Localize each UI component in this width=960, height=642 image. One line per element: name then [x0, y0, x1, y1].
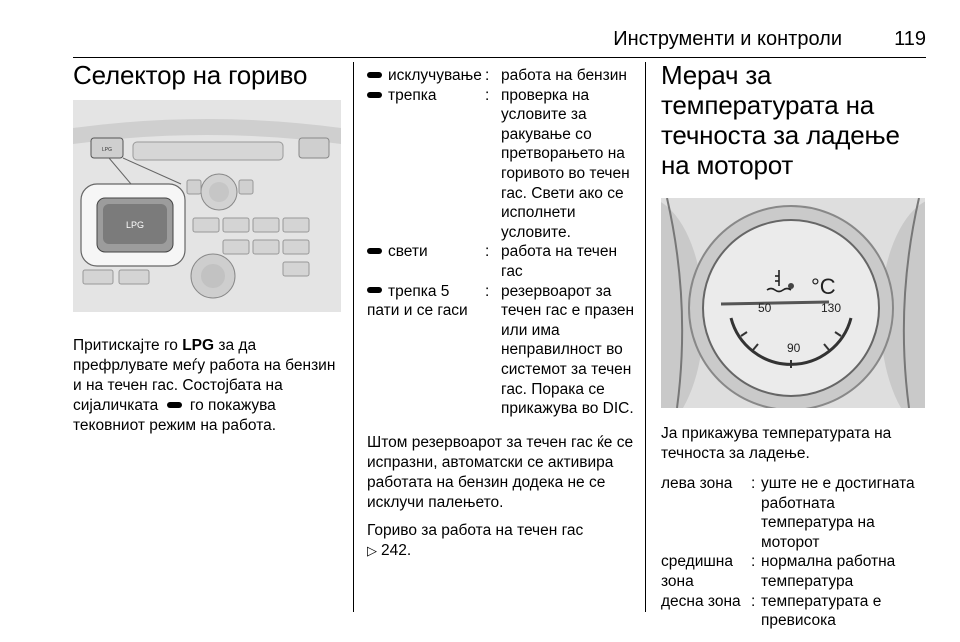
- large-lpg-label: LPG: [125, 220, 145, 230]
- text-run: за да префрлувате меѓу работа на бензин и на течен гас. Состојбата на сијаличката: [73, 337, 336, 414]
- text-run: Притискајте го: [73, 337, 183, 354]
- separator: :: [485, 243, 490, 261]
- gauge-zones-table: [661, 474, 929, 631]
- state-key: исклучување: [388, 67, 482, 84]
- separator: :: [485, 67, 490, 84]
- lamp-states-table: [367, 66, 635, 419]
- coolant-gauge-illustration: [661, 198, 925, 408]
- table-row: [367, 66, 635, 86]
- empty-tank-text: Штом резервоарот за течен гас ќе се испразни, автоматски се активира работата на бензин додека не се исклучи палењето.: [367, 433, 634, 511]
- tick-label-90: 90: [787, 341, 801, 355]
- column-divider: [353, 62, 354, 612]
- coolant-intro-text: Ја прикажува температурата на течноста за ладење.: [661, 425, 892, 462]
- state-key: трепка 5 пати и се гаси: [367, 282, 468, 320]
- zone-value: нормална работна температура: [761, 553, 896, 590]
- state-value: работа на течен гас: [501, 243, 618, 280]
- page-number: 119: [894, 28, 926, 50]
- column-lpg-states: [367, 66, 635, 561]
- zone-key: лева зона: [661, 475, 733, 492]
- dashboard-illustration: [73, 100, 341, 312]
- fuel-selector-text: [73, 336, 341, 436]
- lamp-icon: [367, 72, 382, 78]
- separator: :: [485, 282, 490, 300]
- state-key: трепка: [388, 86, 437, 104]
- header-rule: [73, 57, 926, 58]
- fuel-reference-text: [367, 521, 635, 561]
- section-title: Инструменти и контроли: [613, 28, 842, 50]
- lamp-icon: [367, 287, 382, 293]
- zone-key: средишна зона: [661, 553, 733, 590]
- text-run: Гориво за работа на течен гас: [367, 521, 584, 539]
- state-value: работа на бензин: [501, 67, 627, 84]
- table-row: [367, 242, 635, 281]
- column-fuel-selector: [73, 60, 341, 436]
- separator: :: [751, 553, 756, 571]
- small-lpg-label: LPG: [101, 147, 113, 153]
- heading-fuel-selector: Селектор на гориво: [73, 60, 308, 90]
- table-row: [661, 474, 929, 552]
- lamp-icon: [367, 248, 382, 254]
- separator: :: [751, 475, 756, 492]
- table-row: [367, 282, 635, 419]
- table-row: [661, 592, 929, 631]
- tick-label-50: 50: [758, 301, 772, 315]
- zone-key: десна зона: [661, 592, 741, 610]
- zone-value: уште не е достигната работната температура на моторот: [761, 475, 915, 551]
- temperature-unit: °C: [811, 274, 836, 299]
- state-key: свети: [388, 243, 428, 261]
- indicator-lamp-icon: [167, 402, 182, 408]
- state-value: проверка на условите за ракување со претворањето на горивото во течен гас. Свети ако се исполнети условите.: [501, 86, 630, 241]
- page-header: [0, 24, 960, 54]
- separator: :: [751, 592, 756, 610]
- lpg-bold: LPG: [182, 337, 215, 354]
- state-value: резервоарот за течен гас е празен или има неправилност во системот за течен гас. Порака се прикажува во DIC.: [501, 282, 635, 418]
- page-reference-icon: ▷: [367, 542, 377, 558]
- zone-value: температурата е превисока: [761, 592, 882, 630]
- table-row: [367, 86, 635, 243]
- separator: :: [485, 86, 490, 104]
- heading-coolant-gauge: Мерач за температурата на течноста за ладење на моторот: [661, 60, 900, 180]
- coolant-gauge-photo: [661, 198, 925, 408]
- tick-label-130: 130: [821, 301, 842, 315]
- table-row: [661, 552, 929, 591]
- lamp-icon: [367, 92, 382, 98]
- page-reference-link[interactable]: 242.: [381, 541, 412, 559]
- column-coolant-gauge: [661, 60, 929, 631]
- text-run: го покажува тековниот режим на работа.: [73, 397, 277, 434]
- column-divider: [645, 62, 646, 612]
- lpg-button-photo: [73, 100, 341, 312]
